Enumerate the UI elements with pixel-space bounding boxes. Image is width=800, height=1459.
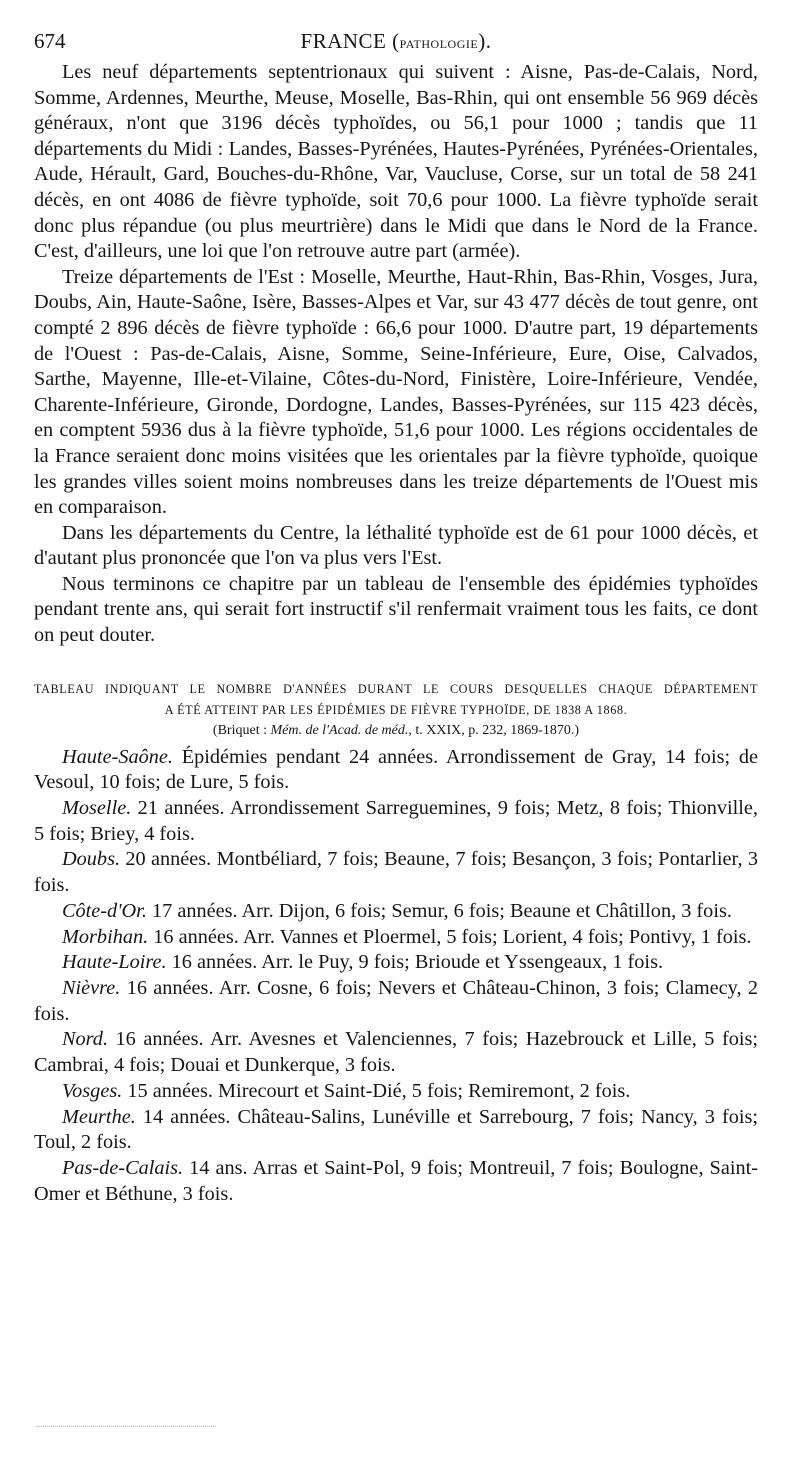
table-entry [34,1027,758,1078]
department-name: Vosges. [62,1079,123,1102]
department-details: 15 années. Mirecourt et Saint-Dié, 5 fois; Remiremont, 2 fois. [122,1079,631,1102]
running-head [34,26,758,56]
table-source-prefix: (Briquet : [212,722,271,738]
epidemic-table [34,679,758,1208]
department-name: Pas-de-Calais. [62,1156,184,1179]
department-name: Haute-Loire. [62,951,167,974]
table-entry [34,950,758,976]
table-source [34,721,758,741]
department-details: 20 années. Montbéliard, 7 fois; Beaune, 7 fois; Besançon, 3 fois; Pontarlier, 3 fois. [34,848,758,897]
table-entry [34,899,758,925]
department-name: Moselle. [62,797,132,820]
department-name: Meurthe. [62,1105,136,1128]
department-name: Morbihan. [62,925,149,948]
table-entry [34,796,758,847]
department-details: 14 années. Château-Salins, Lunéville et Sarrebourg, 7 fois; Nancy, 3 fois; Toul, 2 fois. [34,1105,758,1154]
department-details: 16 années. Arr. le Puy, 9 fois; Brioude et Yssengeaux, 1 fois. [166,951,664,974]
department-details: 17 années. Arr. Dijon, 6 fois; Semur, 6 fois; Beaune et Châtillon, 3 fois. [146,899,732,922]
table-title-line-1: TABLEAU INDIQUANT LE NOMBRE D'ANNÉES DURANT LE COURS DESQUELLES CHAQUE DÉPARTEMENT [34,681,758,696]
running-title-main: FRANCE ( [300,29,400,53]
body-text [34,60,758,649]
paragraph-nord-midi: Les neuf départements septentrionaux qui suivent : Aisne, Pas-de-Calais, Nord, Somme, Ardennes, Meurthe, Meuse, Moselle, Bas-Rhin, qui ont ensemble 56 969 décès généraux, n'ont que 3196 décès typhoïdes, ou 56,1 pour 1000 ; tandis que 11 départements du Midi : Landes, Basses-Pyrénées, Hautes-Pyrénées, Pyrénées-Orientales, Aude, Hérault, Gard, Bouches-du-Rhône, Var, Vaucluse, Corse, sur un total de 58 241 décès, en ont 4086 de fièvre typhoïde, soit 70,6 pour 1000. La fièvre typhoïde serait donc plus répandue (ou plus meurtrière) dans le Midi que dans le Nord de la France. C'est, d'ailleurs, une loi que l'on retrouve autre part (armée). [34,61,758,263]
department-details: 16 années. Arr. Cosne, 6 fois; Nevers et Château-Chinon, 3 fois; Clamecy, 2 fois. [34,976,758,1025]
table-entry [34,745,758,796]
book-page [34,26,758,1207]
running-title-close: ). [478,29,492,53]
table-title-line-2: A ÉTÉ ATTEINT PAR LES ÉPIDÉMIES DE FIÈVRE TYPHOÏDE, DE 1838 A 1868. [164,702,628,717]
department-name: Côte-d'Or. [62,899,147,922]
paragraph-centre: Dans les départements du Centre, la léthalité typhoïde est de 61 pour 1000 décès, et d'autant plus prononcée que l'on va plus vers l'Est. [34,521,758,570]
table-entry [34,976,758,1027]
table-entry [34,1105,758,1156]
department-name: Nièvre. [62,976,121,999]
department-details: 14 ans. Arras et Saint-Pol, 9 fois; Montreuil, 7 fois; Boulogne, Saint-Omer et Béthune, 3 fois. [34,1156,758,1205]
table-entries [34,745,758,1208]
department-name: Nord. [62,1028,109,1051]
table-entry [34,925,758,951]
department-details: 21 années. Arrondissement Sarreguemines, 9 fois; Metz, 8 fois; Thionville, 5 fois; Briey, 4 fois. [34,797,758,845]
department-name: Doubs. [62,848,121,871]
department-details: 16 années. Arr. Vannes et Ploermel, 5 fois; Lorient, 4 fois; Pontivy, 1 fois. [148,925,752,948]
paragraph-conclusion: Nous terminons ce chapitre par un tableau de l'ensemble des épidémies typhoïdes pendant trente ans, qui serait fort instructif s'il renfermait vraiment tous les faits, ce dont on peut douter. [34,572,758,647]
department-details: 16 années. Arr. Avesnes et Valenciennes, 7 fois; Hazebrouck et Lille, 5 fois; Cambrai, 4 fois; Douai et Dunkerque, 3 fois. [34,1028,758,1077]
department-name: Haute-Saône. [62,745,173,768]
running-title-subtitle: pathologie [399,33,479,52]
footer-rule [36,1426,216,1428]
table-entry [34,1079,758,1105]
table-source-journal: Mém. de l'Acad. de méd. [270,722,409,738]
paragraph-est-ouest: Treize départements de l'Est : Moselle, Meurthe, Haut-Rhin, Bas-Rhin, Vosges, Jura, Doubs, Ain, Haute-Saône, Isère, Basses-Alpes et Var, sur 43 477 décès de tout genre, ont compté 2 896 décès de fièvre typhoïde : 66,6 pour 1000. D'autre part, 19 départements de l'Ouest : Pas-de-Calais, Aisne, Somme, Seine-Inférieure, Eure, Oise, Calvados, Sarthe, Mayenne, Ille-et-Vilaine, Côtes-du-Nord, Finistère, Loire-Inférieure, Vendée, Charente-Inférieure, Gironde, Dordogne, Landes, Basses-Pyrénées, sur 115 423 décès, en comptent 5936 dus à la fièvre typhoïde, 51,6 pour 1000. Les régions occidentales de la France seraient donc moins visitées que les orientales par la fièvre typhoïde, quoique les grandes villes soient moins nombreuses dans les treize départements de l'Ouest mis en comparaison. [34,265,758,519]
table-entry [34,1156,758,1207]
table-entry [34,847,758,898]
page-number: 674 [34,29,66,53]
table-title [34,679,758,721]
running-title [34,26,758,58]
table-source-suffix: , t. XXIX, p. 232, 1869-1870.) [408,722,580,738]
department-details: Épidémies pendant 24 années. Arrondissement de Gray, 14 fois; de Vesoul, 10 fois; de Lure, 5 fois. [34,745,758,794]
